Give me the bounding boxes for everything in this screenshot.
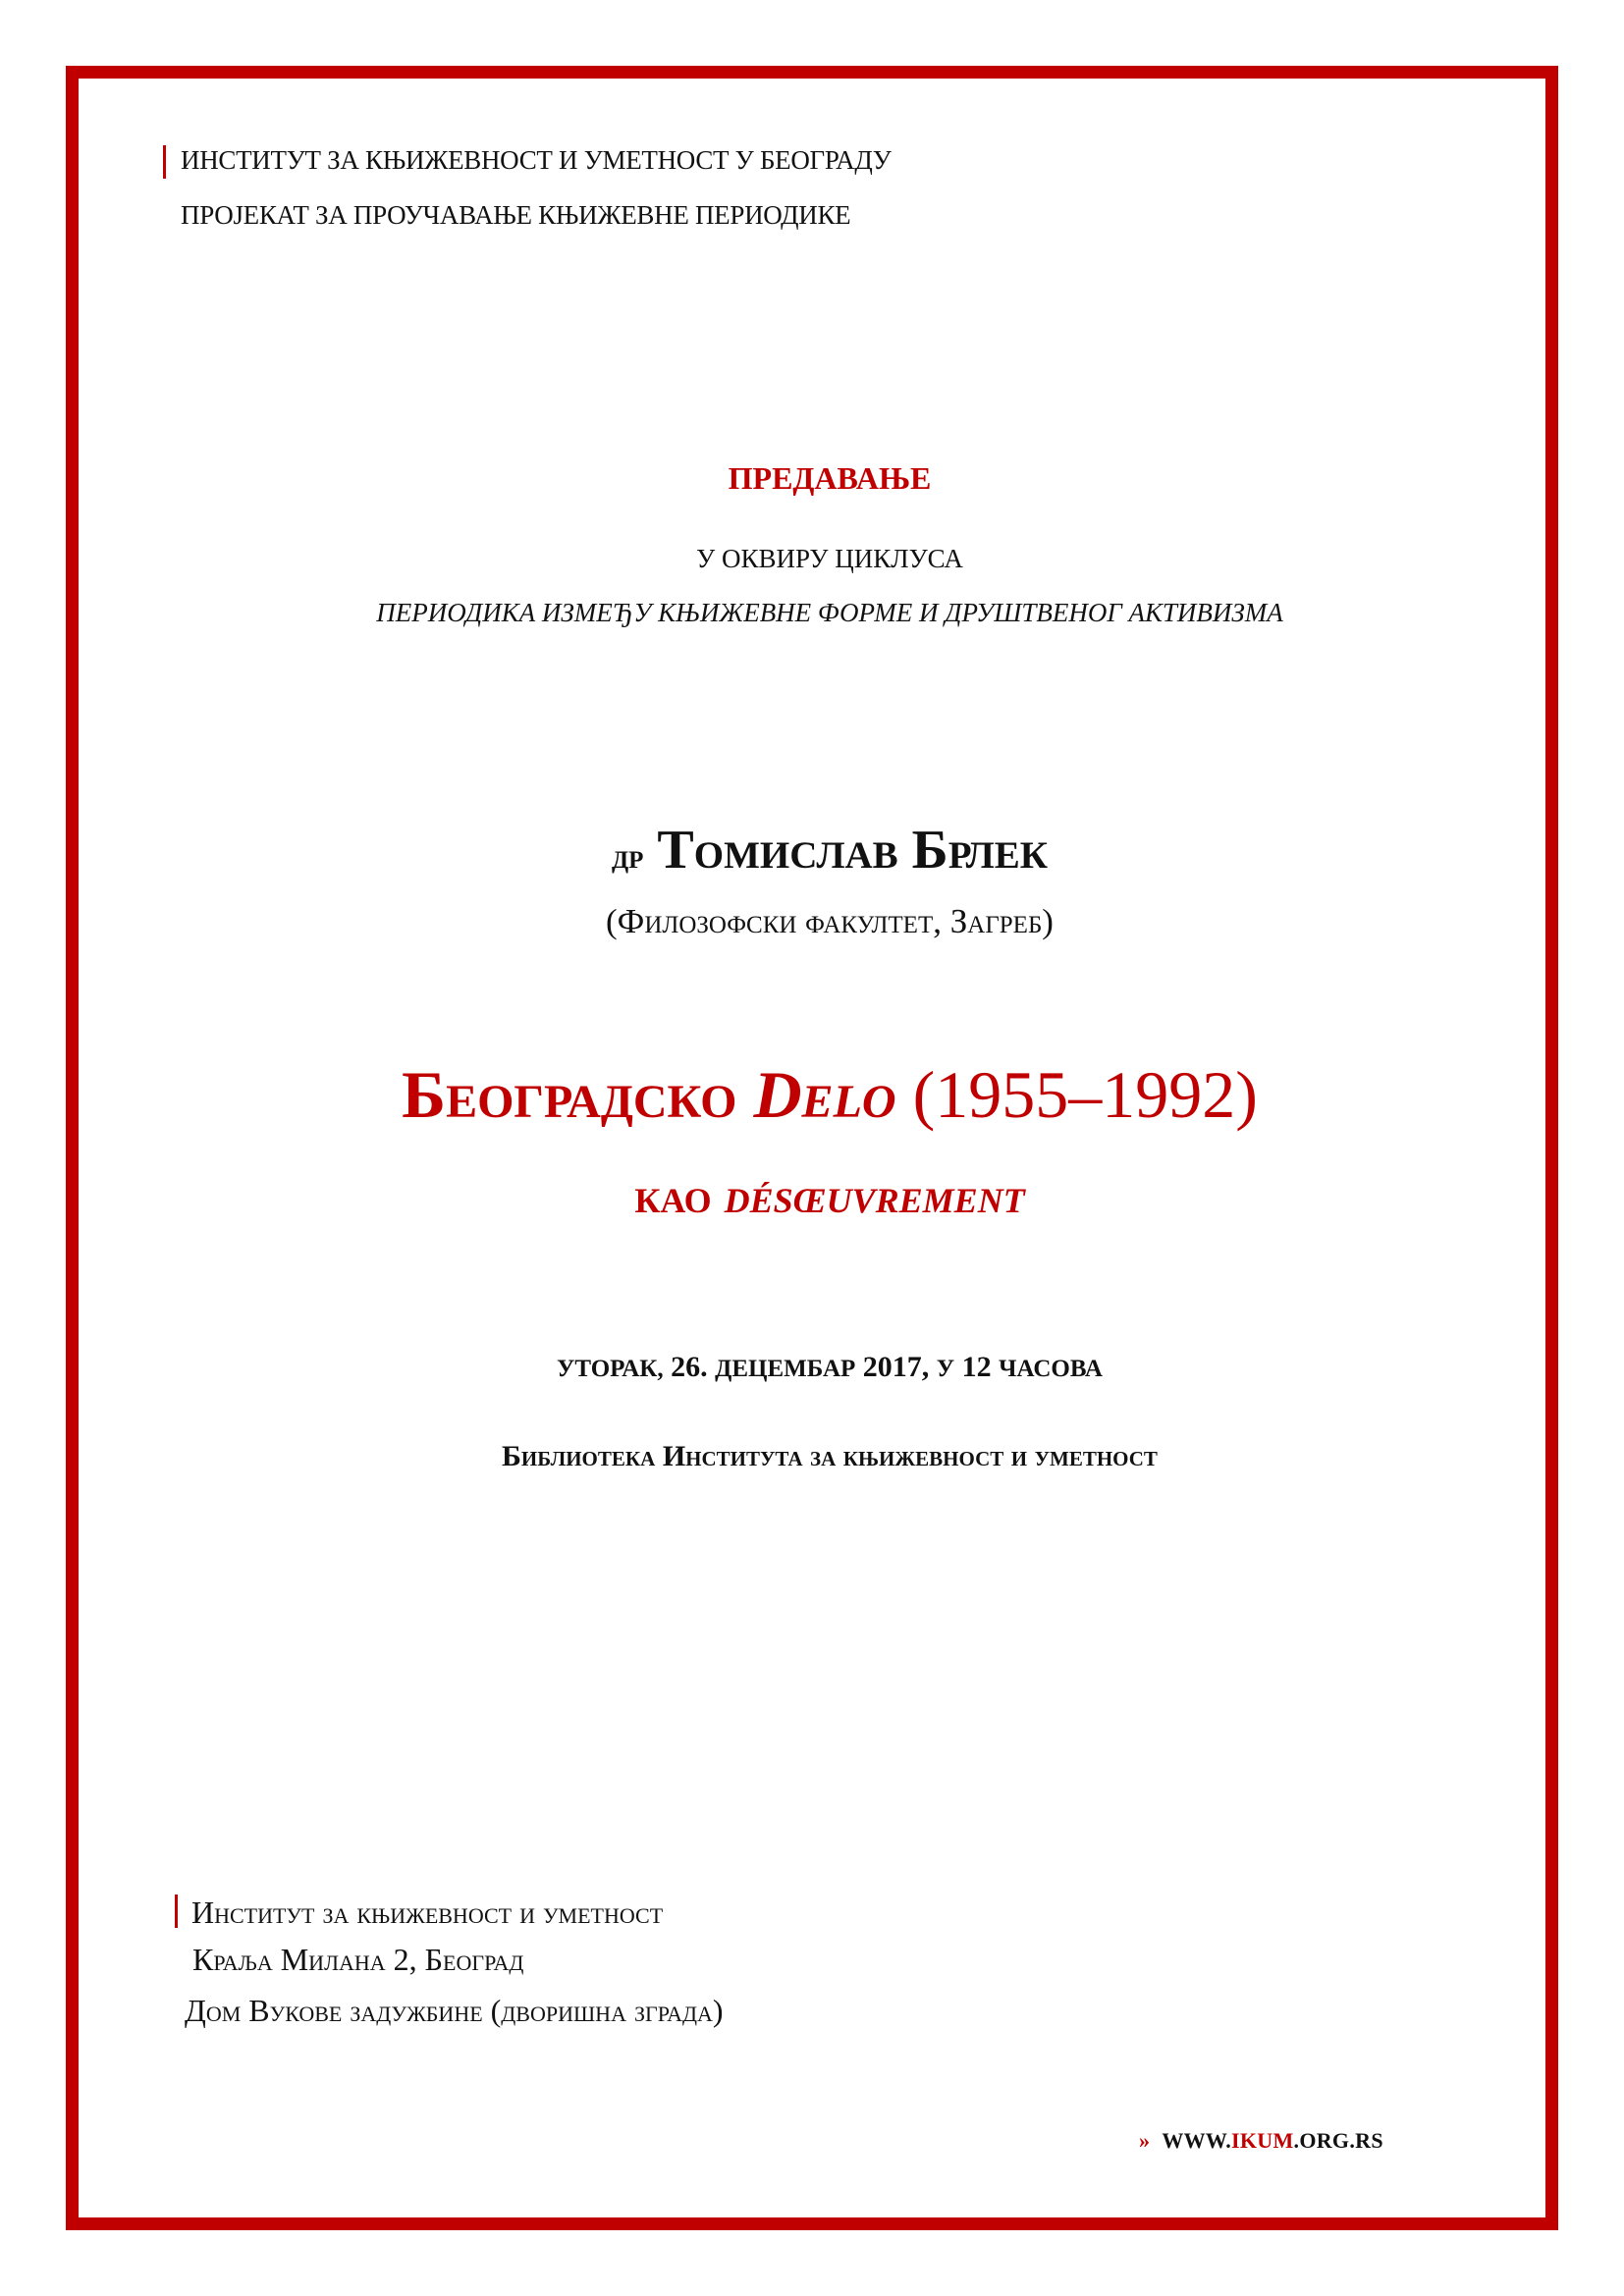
speaker-name [98,820,1561,881]
lecture-title-line2 [98,1168,1561,1224]
lecture-title-line1 [98,1057,1561,1132]
event-datetime [98,1353,1561,1382]
address-accent-bar [175,1895,178,1928]
title-years: (1955–1992) [912,1057,1258,1132]
institution-name: ИНСТИТУТ ЗА КЊИЖЕВНОСТ И УМЕТНОСТ У БЕОГРАДУ [181,145,892,175]
title-italic-word: Delo [753,1057,896,1132]
cycle-name: ПЕРИОДИКА ИЗМЕЂУ КЊИЖЕВНЕ ФОРМЕ И ДРУШТВЕНОГ АКТИВИЗМА [376,598,1283,627]
title-word: Београдско [402,1057,737,1132]
venue-part2: Института за књижевност и уметност [662,1440,1158,1472]
event-type: ПРЕДАВАЊЕ [728,460,932,496]
website-suffix: .ORG.RS [1293,2128,1383,2153]
event-venue [98,1442,1561,1471]
website-highlight: IKUM [1231,2128,1294,2153]
header-accent-bar [163,145,166,179]
venue-part1: Библиотека [502,1440,656,1472]
speaker-title-prefix: др [611,836,644,876]
website-link[interactable] [1139,2130,1383,2152]
project-name: ПРОЈЕКАТ ЗА ПРОУЧАВАЊЕ КЊИЖЕВНЕ ПЕРИОДИКЕ [181,200,851,230]
double-arrow-icon: » [1139,2128,1151,2153]
website-prefix: WWW. [1162,2128,1231,2153]
address-line3: Дом Вукове задужбине (дворишна зграда) [185,1993,724,2028]
cycle-label: У ОКВИРУ ЦИКЛУСА [696,544,963,573]
hour: 12 [961,1351,992,1383]
weekday: УТОРАК, [557,1356,664,1382]
year: 2017, [862,1351,930,1383]
month: ДЕЦЕМБАР [715,1356,856,1382]
title-conjunction: као [634,1168,712,1224]
hours-word: ЧАСОВА [999,1356,1103,1382]
address-line2: Краља Милана 2, Београд [192,1942,524,1977]
at-word: У [936,1356,955,1382]
address-line1: Институт за књижевност и уметност [191,1895,664,1930]
title-italic-term: désœuvrement [724,1168,1025,1224]
speaker-full-name: Томислав Брлек [657,820,1049,881]
speaker-affiliation: (Филозофски факултет, Загреб) [606,902,1054,940]
day: 26. [671,1351,708,1383]
